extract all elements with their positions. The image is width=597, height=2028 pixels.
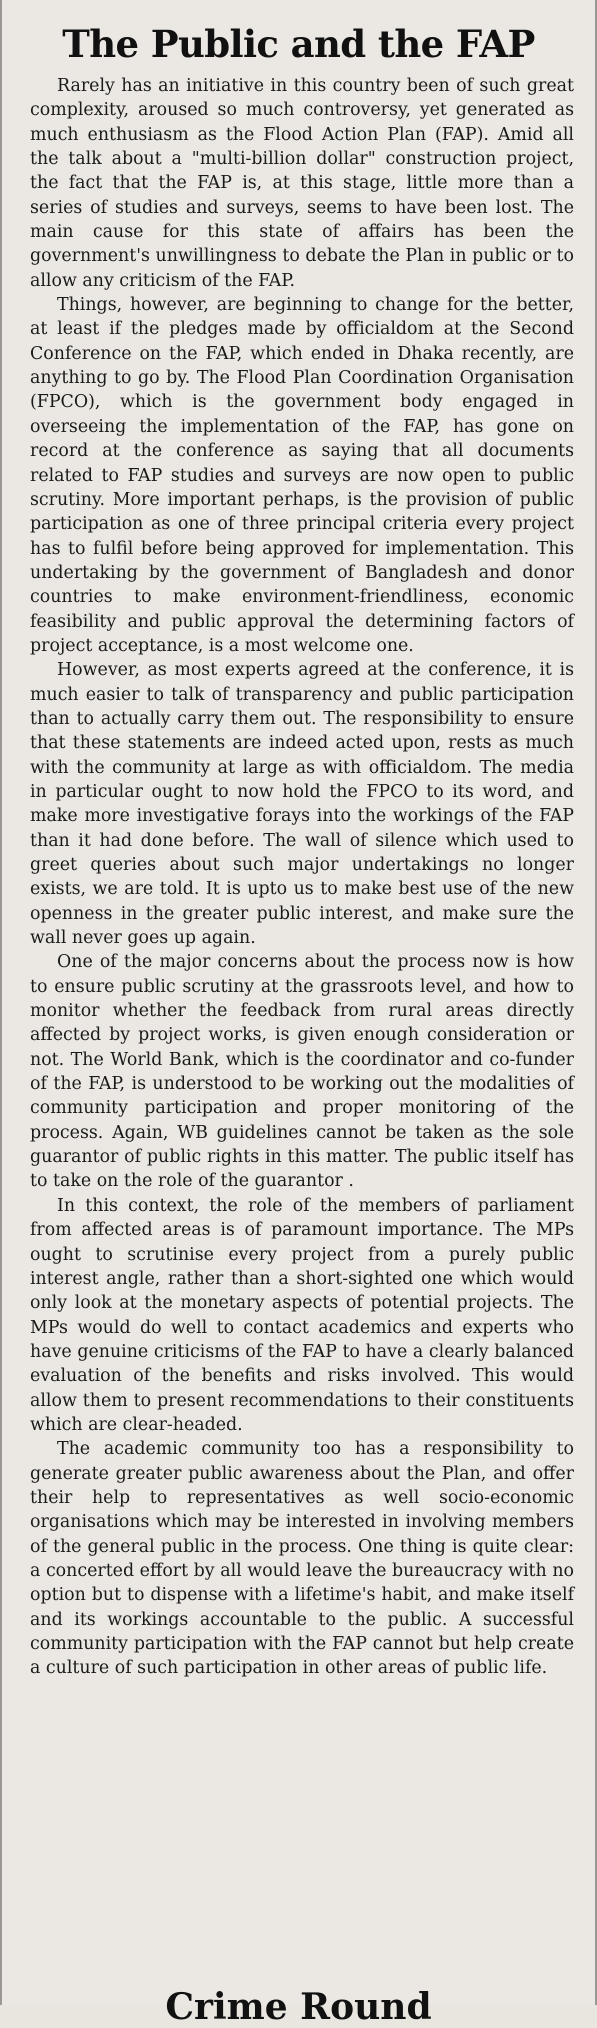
article-paragraph: However, as most experts agreed at the conference, it is much easier to talk of transparency and public participation than to actually carry them out. The responsibility to ensure that these statements are indeed acted upon, rests as much with the community at large as with officialdom. The media in particular ought to now hold the FPCO to its word, and make more investigative forays into the workings of the FAP than it had done before. The wall of silence which used to greet queries about such major undertakings no longer exists, we are told. It is upto us to make best use of the new openness in the greater public interest, and make sure the wall never goes up again.	[30, 660, 574, 949]
article-paragraph: The academic community too has a responsibility to generate greater public awareness about the Plan, and offer their help to representatives as well socio-economic organisations which may be interested in involving members of the general public in the process. One thing is quite clear: a concerted effort by all would leave the bureaucracy with no option but to dispense with a lifetime's habit, and make itself and its workings accountable to the public. A successful community participation with the FAP cannot but help create a culture of such participation in other areas of public life.	[30, 1439, 574, 1679]
article-paragraph: Rarely has an initiative in this country been of such great complexity, aroused so much controversy, yet generated as much enthusiasm as the Flood Action Plan (FAP). Amid all the talk about a "multi-billion dollar" construction project, the fact that the FAP is, at this stage, little more than a series of studies and surveys, seems to have been lost. The main cause for this state of affairs has been the government's unwillingness to debate the Plan in public or to allow any criticism of the FAP.	[30, 76, 574, 291]
article-paragraph: Things, however, are beginning to change for the better, at least if the pledges made by officialdom at the Second Conference on the FAP, which ended in Dhaka recently, are anything to go by. The Flood Plan Coordination Organisation (FPCO), which is the government body engaged in overseeing the implementation of the FAP, has gone on record at the conference as saying that all documents related to FAP studies and surveys are now open to public scrutiny. More important perhaps, is the provision of public participation as one of three principal criteria every project has to fulfil before being approved for implementation. This undertaking by the government of Bangladesh and donor countries to make environment-friendliness, economic feasibility and public approval the determining factors of project acceptance, is a most welcome one.	[30, 295, 574, 656]
article-headline: The Public and the FAP	[62, 22, 535, 66]
article-paragraph: One of the major concerns about the process now is how to ensure public scrutiny at the grassroots level, and how to monitor whether the feedback from rural areas directly affected by project works, is given enough consideration or not. The World Bank, which is the coordinator and co-funder of the FAP, is understood to be working out the modalities of community participation and proper monitoring of the process. Again, WB guidelines cannot be taken as the sole guarantor of public rights in this matter. The public itself has to take on the role of the guarantor .	[30, 952, 574, 1192]
article-paragraph: In this context, the role of the members of parliament from affected areas is of paramount importance. The MPs ought to scrutinise every project from a purely public interest angle, rather than a short-sighted one which would only look at the monetary aspects of potential projects. The MPs would do well to contact academics and experts who have genuine criticisms of the FAP to have a clearly balanced evaluation of the benefits and risks involved. This would allow them to present recommendations to their constituents which are clear-headed.	[30, 1195, 574, 1435]
next-article-headline-partial: Crime Round	[165, 1986, 432, 2028]
article-body	[30, 74, 574, 1681]
